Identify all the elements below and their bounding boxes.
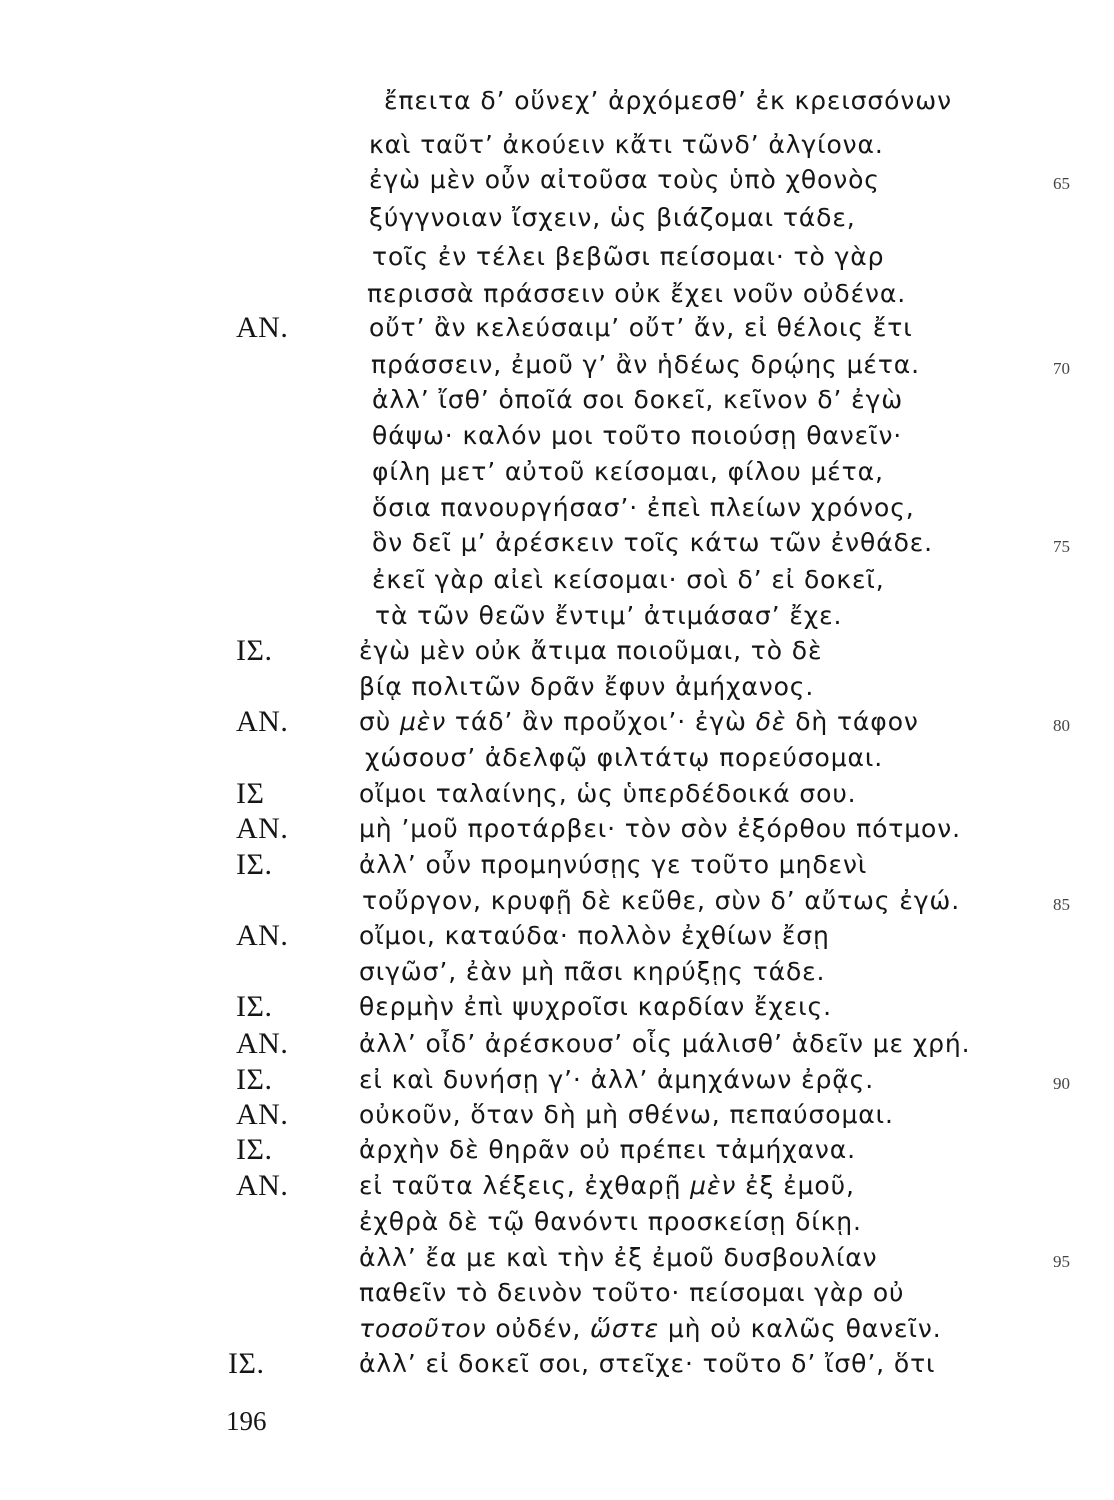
verse-text: ἀρχὴν δὲ θηρᾶν οὐ πρέπει τἀμήχανα.: [359, 1135, 857, 1164]
verse-text-part: μὴ οὐ καλῶς θανεῖν.: [659, 1314, 942, 1343]
verse-text: ὅσια πανουργήσασ’· ἐπεὶ πλείων χρόνος,: [372, 493, 915, 522]
verse-text: τὰ τῶν θεῶν ἔντιμ’ ἀτιμάσασ’ ἔχε.: [375, 601, 843, 630]
speaker-label: IΣ.: [236, 1063, 273, 1096]
line-number: 95: [1053, 1252, 1070, 1271]
verse-text: χώσουσ’ ἀδελφῷ φιλτάτῳ πορεύσομαι.: [365, 743, 884, 772]
speaker-label: IΣ.: [236, 1133, 273, 1166]
verse-text: τοῖς ἐν τέλει βεβῶσι πείσομαι· τὸ γὰρ: [372, 242, 885, 271]
speaker-label: IΣ.: [236, 634, 273, 667]
speaker-label: IΣ.: [228, 1347, 265, 1380]
speaker-label: AN.: [236, 1098, 289, 1131]
verse-text: σιγῶσ’, ἐὰν μὴ πᾶσι κηρύξῃς τάδε.: [359, 957, 826, 986]
emphasis-text: ὥστε: [590, 1314, 659, 1343]
speaker-label: AN.: [236, 1169, 289, 1202]
speaker-label: IΣ: [236, 777, 265, 810]
line-number: 90: [1053, 1074, 1070, 1093]
verse-text: ἀλλ’ οὖν προμηνύσῃς γε τοῦτο μηδενὶ: [359, 850, 868, 879]
verse-text: οὐκοῦν, ὅταν δὴ μὴ σθένω, πεπαύσομαι.: [359, 1100, 894, 1129]
verse-text: πράσσειν, ἐμοῦ γ’ ἂν ἡδέως δρῴης μέτα.: [371, 350, 920, 379]
speaker-label: IΣ.: [236, 848, 273, 881]
verse-text: ξύγγνοιαν ἴσχειν, ὡς βιάζομαι τάδε,: [369, 203, 856, 232]
speaker-label: IΣ.: [236, 990, 273, 1023]
page-number: 196: [226, 1406, 267, 1436]
speaker-label: AN.: [236, 311, 289, 344]
verse-text: παθεῖν τὸ δεινὸν τοῦτο· πείσομαι γὰρ οὐ: [359, 1278, 905, 1307]
verse-text: ἐχθρὰ δὲ τῷ θανόντι προσκείσῃ δίκῃ.: [359, 1207, 862, 1236]
emphasis-text: δὲ: [755, 707, 787, 736]
line-number: 70: [1053, 359, 1070, 378]
verse-text: οἴμοι ταλαίνης, ὡς ὑπερδέδοικά σου.: [359, 779, 857, 808]
emphasis-text: μὲν: [690, 1171, 737, 1200]
verse-text: [359, 704, 919, 740]
verse-line: [0, 200, 1114, 244]
verse-line: [0, 83, 1114, 127]
line-number: 65: [1053, 174, 1070, 193]
verse-text: ὃν δεῖ μ’ ἀρέσκειν τοῖς κάτω τῶν ἐνθάδε.: [372, 528, 934, 557]
emphasis-text: τοσοῦτον: [359, 1314, 487, 1343]
verse-text-part: σὺ: [359, 707, 400, 736]
verse-text-part: ἐξ ἐμοῦ,: [736, 1171, 855, 1200]
verse-text-part: οὐδέν,: [486, 1314, 591, 1343]
verse-text: μὴ ’μοῦ προτάρβει· τὸν σὸν ἐξόρθου πότμον.: [359, 814, 961, 843]
verse-text: οἴμοι, καταύδα· πολλὸν ἐχθίων ἔσῃ: [359, 921, 830, 950]
verse-text: ἀλλ’ ἔα με καὶ τὴν ἐξ ἐμοῦ δυσβουλίαν: [359, 1243, 878, 1272]
line-number: 75: [1053, 537, 1070, 556]
verse-text: βίᾳ πολιτῶν δρᾶν ἔφυν ἀμήχανος.: [359, 672, 815, 701]
speaker-label: AN.: [236, 705, 289, 738]
verse-text: ἀλλ’ εἰ δοκεῖ σοι, στεῖχε· τοῦτο δ’ ἴσθ’, ὅτι: [359, 1349, 936, 1378]
verse-text: τοὔργον, κρυφῇ δὲ κεῦθε, σὺν δ’ αὔτως ἐγώ.: [362, 886, 961, 915]
line-number: 85: [1053, 895, 1070, 914]
verse-text: ἐγὼ μὲν οὖν αἰτοῦσα τοὺς ὑπὸ χθονὸς: [369, 165, 880, 194]
verse-text: ἀλλ’ οἶδ’ ἀρέσκουσ’ οἷς μάλισθ’ ἁδεῖν με χρή.: [359, 1029, 971, 1058]
verse-text: ἀλλ’ ἴσθ’ ὁποῖά σοι δοκεῖ, κεῖνον δ’ ἐγὼ: [372, 385, 904, 414]
speaker-label: AN.: [236, 812, 289, 845]
verse-text-part: τάδ’ ἂν προὔχοι’· ἐγὼ: [446, 707, 756, 736]
line-number: 80: [1053, 716, 1070, 735]
verse-text: [359, 1168, 855, 1204]
verse-text: ἐγὼ μὲν οὐκ ἄτιμα ποιοῦμαι, τὸ δὲ: [359, 636, 823, 665]
speaker-label: AN.: [236, 1027, 289, 1060]
verse-text: οὔτ’ ἂν κελεύσαιμ’ οὔτ’ ἄν, εἰ θέλοις ἔτι: [369, 313, 913, 342]
verse-text: ἔπειτα δ’ οὕνεχ’ ἀρχόμεσθ’ ἐκ κρεισσόνων: [384, 86, 952, 115]
verse-line: [0, 1346, 1114, 1390]
verse-text: θάψω· καλόν μοι τοῦτο ποιούσῃ θανεῖν·: [372, 421, 903, 450]
verse-text: θερμὴν ἐπὶ ψυχροῖσι καρδίαν ἔχεις.: [359, 992, 832, 1021]
speaker-label: AN.: [236, 919, 289, 952]
emphasis-text: μὲν: [399, 707, 447, 736]
verse-text-part: δὴ τάφον: [786, 707, 919, 736]
verse-text: περισσὰ πράσσειν οὐκ ἔχει νοῦν οὐδένα.: [367, 279, 907, 308]
verse-text: ἐκεῖ γὰρ αἰεὶ κείσομαι· σοὶ δ’ εἰ δοκεῖ,: [372, 565, 885, 594]
verse-text: καὶ ταῦτ’ ἀκούειν κἄτι τῶνδ’ ἀλγίονα.: [369, 130, 884, 159]
verse-text: φίλη μετ’ αὐτοῦ κείσομαι, φίλου μέτα,: [372, 457, 884, 486]
verse-text-part: εἰ ταῦτα λέξεις, ἐχθαρῇ: [359, 1171, 691, 1200]
verse-text: εἰ καὶ δυνήσῃ γ’· ἀλλ’ ἀμηχάνων ἐρᾷς.: [359, 1065, 875, 1094]
verse-text: [359, 1311, 942, 1347]
